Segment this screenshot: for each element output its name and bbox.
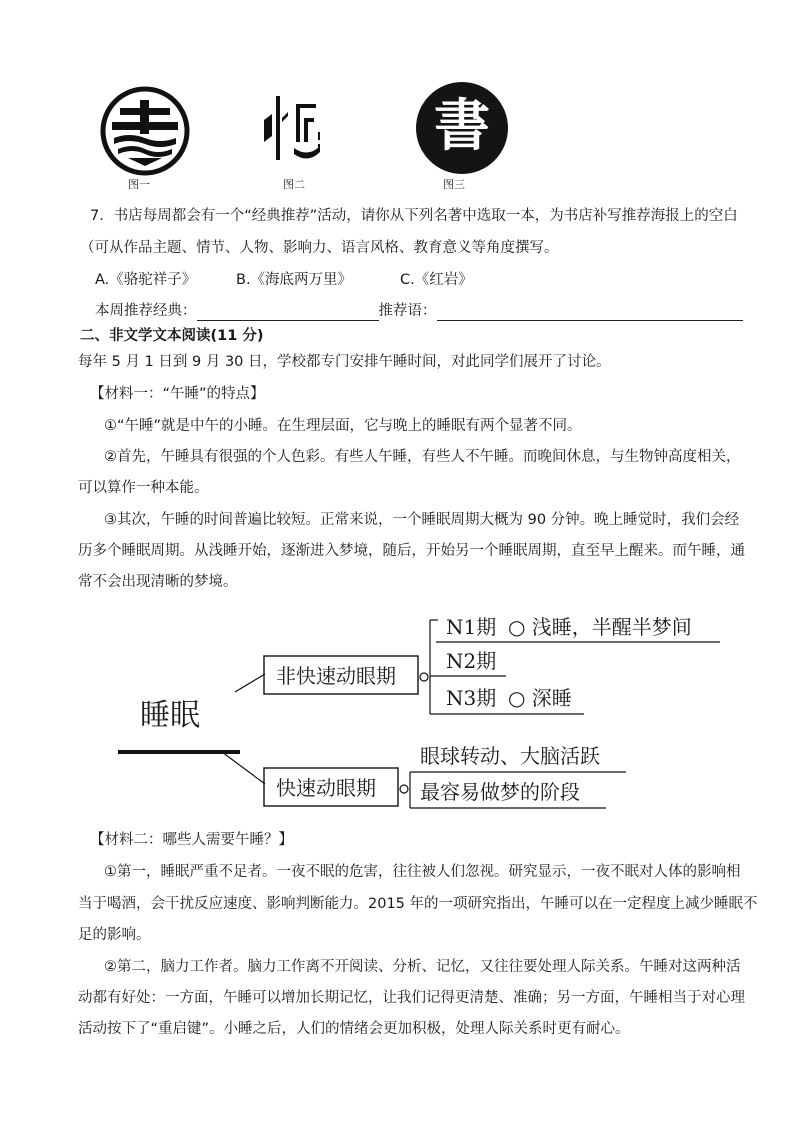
recommendation-label: 推荐语： (378, 303, 437, 319)
rem-description-1: 眼球转动、大脑活跃 (420, 744, 600, 768)
q7-option-a: A.《骆驼祥子》 (95, 272, 197, 288)
sleep-diagram (0, 600, 794, 820)
material1-p1: ①“午睡”就是中午的小睡。在生理层面，它与晚上的睡眠有两个显著不同。 (104, 418, 582, 434)
figure-3 (415, 81, 509, 175)
rem-description-2: 最容易做梦的阶段 (420, 780, 580, 804)
material2-p1-line3: 足的影响。 (78, 927, 151, 943)
material2-p2-line2: 动都有好处：一方面，午睡可以增加长期记忆，让我们记得更清楚、准确；另一方面，午睡相当于对心理 (78, 990, 745, 1006)
diagram-root: 睡眠 (140, 698, 200, 733)
figure-1-caption: 图一 (128, 178, 150, 191)
recommendation-blank[interactable] (437, 306, 743, 321)
material2-p1-line1: ①第一，睡眠严重不足者。一夜不眠的危害，往往被人们忽视。研究显示，一夜不眠对人体的影响相 (104, 864, 741, 880)
material1-title: 【材料一：“午睡”的特点】 (90, 386, 265, 402)
n3-description: ○ 深睡 (508, 686, 572, 710)
material2-p2-line1: ②第二，脑力工作者。脑力工作离不开阅读、分析、记忆，又往往要处理人际关系。午睡对这两种活 (104, 959, 741, 975)
figure-2-caption: 图二 (283, 178, 305, 191)
section2-heading: 二、非文学文本阅读(11 分) (80, 328, 264, 344)
q7-option-c: C.《红岩》 (400, 272, 473, 288)
material1-p2-line2: 可以算作一种本能。 (78, 480, 209, 496)
book-character: 書 (434, 93, 490, 159)
figure-2 (258, 92, 328, 166)
figure-3-caption: 图三 (443, 178, 465, 191)
material1-p3-line2: 历多个睡眠周期。从浅睡开始，逐渐进入梦境，随后，开始另一个睡眠周期，直至早上醒来。而午睡，通 (78, 543, 745, 559)
figure-1 (100, 86, 190, 176)
q7-option-b: B.《海底两万里》 (236, 272, 353, 288)
n3-label: N3期 (446, 686, 497, 710)
n2-label: N2期 (446, 649, 497, 673)
material2-p1-line2: 当于喝酒，会干扰反应速度、影响判断能力。2015 年的一项研究指出，午睡可以在一定程度上减少睡眠不 (78, 896, 758, 912)
rem-label: 快速动眼期 (276, 776, 376, 800)
n1-description: ○ 浅睡，半醒半梦间 (508, 615, 692, 639)
n1-label: N1期 (446, 615, 497, 639)
q7-answer-line (95, 301, 743, 321)
material1-p3-line3: 常不会出现清晰的梦境。 (78, 574, 238, 590)
nrem-label: 非快速动眼期 (276, 664, 396, 688)
q7-line2: （可从作品主题、情节、人物、影响力、语言风格、教育意义等角度撰写。 (80, 240, 559, 256)
calligraphy-logo-icon (258, 92, 328, 166)
material2-title: 【材料二：哪些人需要午睡？】 (90, 832, 293, 848)
material1-p2-line1: ②首先，午睡具有很强的个人色彩。有些人午睡，有些人不午睡。而晚间休息，与生物钟高度相关， (104, 449, 741, 465)
classic-blank[interactable] (197, 306, 379, 321)
section2-intro: 每年 5 月 1 日到 9 月 30 日，学校都专门安排午睡时间，对此同学们展开了讨论。 (78, 354, 611, 370)
material1-p3-line1: ③其次，午睡的时间普遍比较短。正常来说，一个睡眠周期大概为 90 分钟。晚上睡觉时，我们会经 (104, 512, 740, 528)
material2-p2-line3: 活动按下了“重启键”。小睡之后，人们的情绪会更加积极，处理人际关系时更有耐心。 (78, 1021, 630, 1037)
seal-logo-icon (100, 86, 190, 176)
q7-line1: 7．书店每周都会有一个“经典推荐”活动，请你从下列名著中选取一本，为书店补写推荐海报上的空白 (90, 208, 738, 224)
classic-label: 本周推荐经典： (95, 303, 197, 319)
